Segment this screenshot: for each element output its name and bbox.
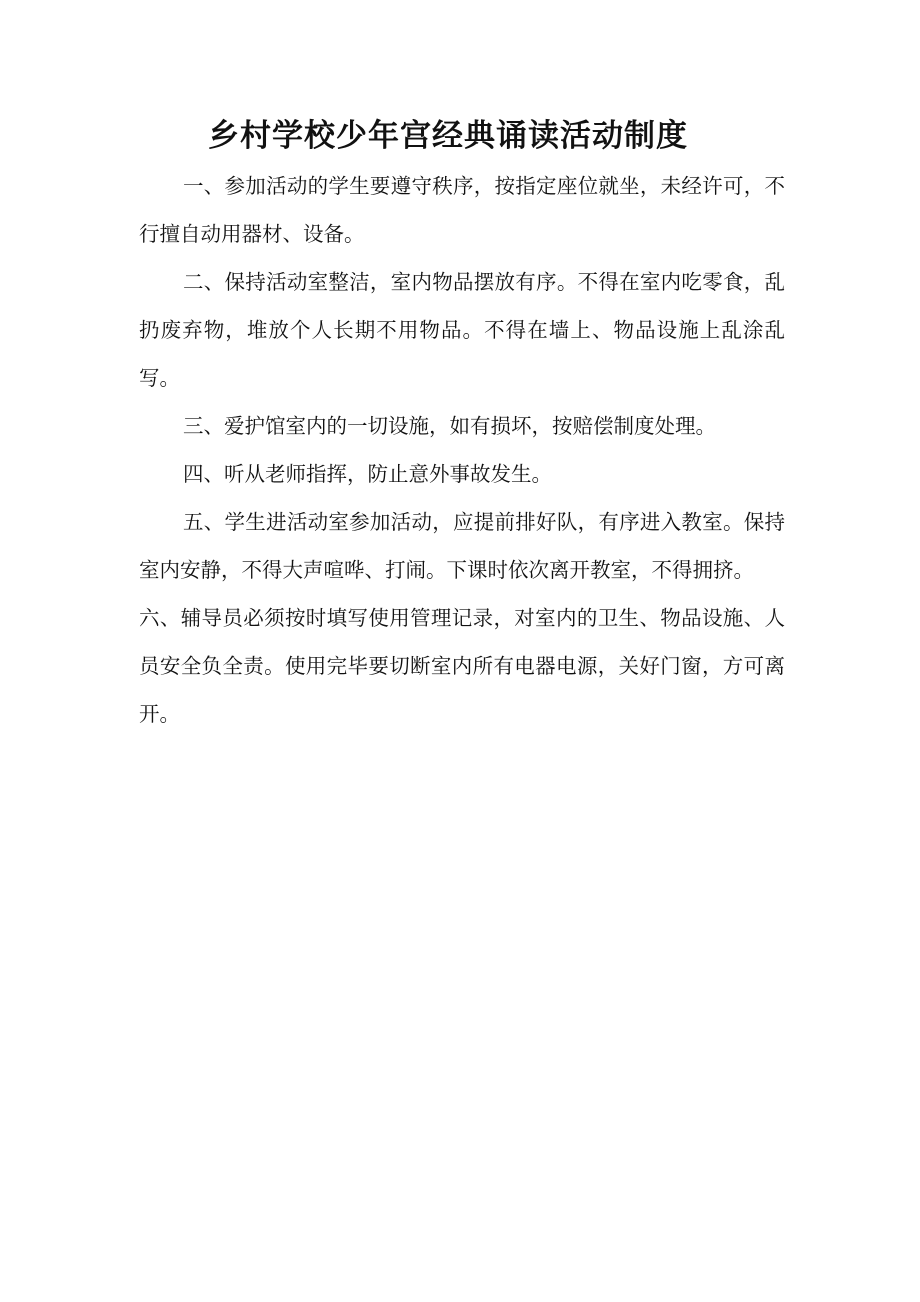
rule-paragraph-5: 五、学生进活动室参加活动，应提前排好队，有序进入教室。保持室内安静，不得大声喧哗、打闹。下课时依次离开教室，不得拥挤。	[139, 510, 785, 582]
rule-paragraph-1: 一、参加活动的学生要遵守秩序，按指定座位就坐，未经许可，不行擅自动用器材、设备。	[139, 174, 785, 246]
rule-paragraph-6: 六、辅导员必须按时填写使用管理记录，对室内的卫生、物品设施、人员安全负全责。使用完毕要切断室内所有电器电源，关好门窗，方可离开。	[139, 606, 785, 726]
rule-paragraph-3: 三、爱护馆室内的一切设施，如有损坏，按赔偿制度处理。	[183, 414, 716, 438]
rule-paragraph-4: 四、听从老师指挥，防止意外事故发生。	[183, 462, 552, 486]
document-title: 乡村学校少年宫经典诵读活动制度	[208, 118, 688, 154]
rule-paragraph-2: 二、保持活动室整洁，室内物品摆放有序。不得在室内吃零食，乱扔废弃物，堆放个人长期不用物品。不得在墙上、物品设施上乱涂乱写。	[139, 270, 785, 390]
document-body	[139, 162, 785, 738]
